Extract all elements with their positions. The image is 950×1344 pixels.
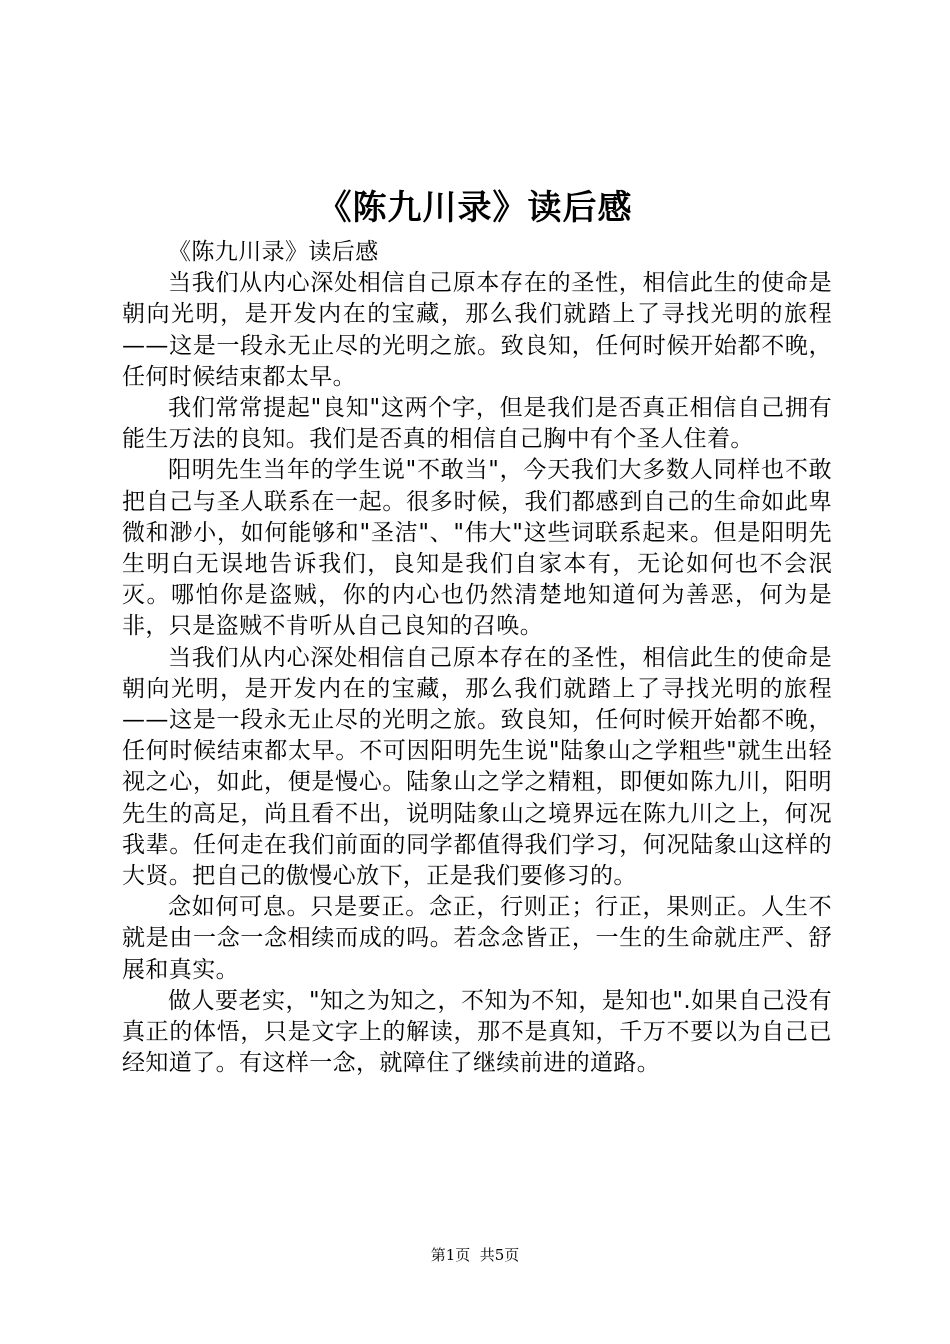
- paragraph: 做人要老实，"知之为知之，不知为不知，是知也".如果自己没有真正的体悟，只是文字上的解读，那不是真知，千万不要以为自己已经知道了。有这样一念，就障住了继续前进的道路。: [122, 987, 832, 1077]
- document-title: 《陈九川录》读后感: [317, 188, 633, 228]
- paragraph: 我们常常提起"良知"这两个字，但是我们是否真正相信自己拥有能生万法的良知。我们是否真的相信自己胸中有个圣人住着。: [122, 395, 832, 453]
- page-indicator: 第1页 共5页: [430, 1246, 520, 1264]
- document-body: [122, 237, 832, 1079]
- paragraph-subtitle: 《陈九川录》读后感: [168, 239, 379, 265]
- paragraph: 阳明先生当年的学生说"不敢当"，今天我们大多数人同样也不敢把自己与圣人联系在一起。很多时候，我们都感到自己的生命如此卑微和渺小，如何能够和"圣洁"、"伟大"这些词联系起来。但是阳明先生明白无误地告诉我们，良知是我们自家本有，无论如何也不会泯灭。哪怕你是盗贼，你的内心也仍然清楚地知道何为善恶，何为是非，只是盗贼不肯听从自己良知的召唤。: [122, 457, 832, 640]
- paragraph: 念如何可息。只是要正。念正，行则正；行正，果则正。人生不就是由一念一念相续而成的吗。若念念皆正，一生的生命就庄严、舒展和真实。: [122, 894, 832, 983]
- paragraph: 当我们从内心深处相信自己原本存在的圣性，相信此生的使命是朝向光明，是开发内在的宝藏，那么我们就踏上了寻找光明的旅程——这是一段永无止尽的光明之旅。致良知，任何时候开始都不晚，任何时候结束都太早。: [122, 270, 832, 390]
- paragraph: 当我们从内心深处相信自己原本存在的圣性，相信此生的使命是朝向光明，是开发内在的宝藏，那么我们就踏上了寻找光明的旅程——这是一段永无止尽的光明之旅。致良知，任何时候开始都不晚，任何时候结束都太早。不可因阳明先生说"陆象山之学粗些"就生出轻视之心，如此，便是慢心。陆象山之学之精粗，即便如陈九川，阳明先生的高足，尚且看不出，说明陆象山之境界远在陈九川之上，何况我辈。任何走在我们前面的同学都值得我们学习，何况陆象山这样的大贤。把自己的傲慢心放下，正是我们要修习的。: [122, 644, 832, 890]
